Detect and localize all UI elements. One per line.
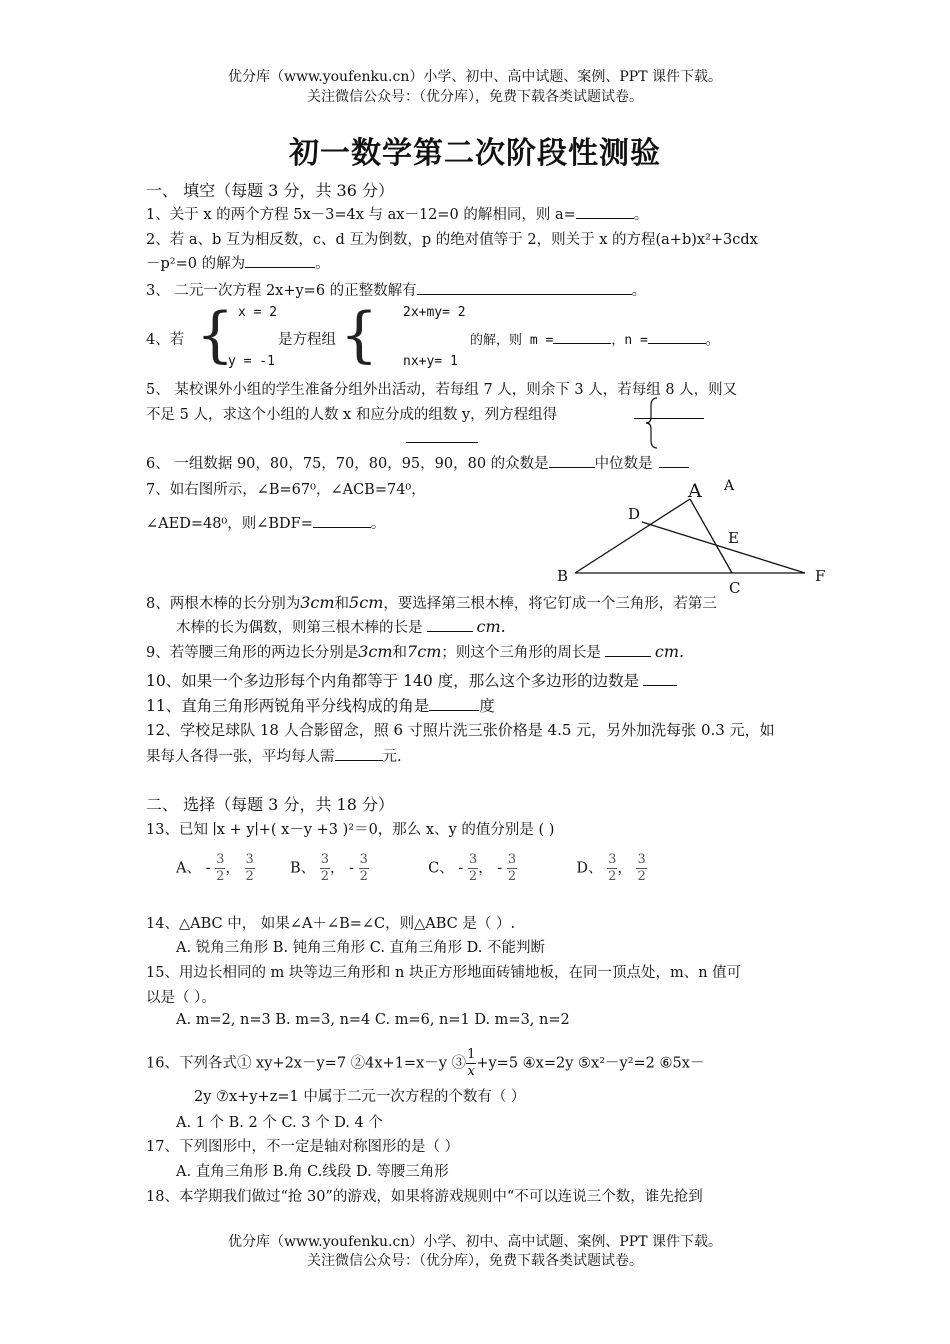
- fraction: $\frac{3}{2}$: [359, 852, 368, 884]
- comma: ，: [330, 860, 345, 877]
- q6-mid: 中位数是: [594, 456, 653, 472]
- question-10: [146, 669, 677, 691]
- answer-blank: [406, 442, 478, 443]
- answer-blank: [576, 204, 634, 219]
- answer-blank: [659, 453, 689, 468]
- q16-text-2: +y=5 ④x=2y ⑤x²－y²=2 ⑥5x－: [476, 1055, 705, 1072]
- option-b-label: B、: [290, 860, 316, 877]
- label-d: D: [628, 505, 641, 523]
- question-6: [146, 452, 689, 473]
- q10-text: 10、如果一个多边形每个内角都等于 140 度，那么这个多边形的边数是: [146, 672, 640, 690]
- footer-line-2: 关注微信公众号：（优分库），免费下载各类试题试卷。: [307, 1253, 643, 1269]
- q4-end: 。: [705, 333, 719, 348]
- system-brace-icon: [645, 396, 661, 450]
- option-c-label: C、: [428, 860, 454, 877]
- question-5-line-1: 5、 某校课外小组的学生准备分组外出活动，若每组 7 人，则余下 3 人，若每组 8 人，则又: [146, 382, 738, 398]
- q4-mid: 是方程组: [278, 332, 336, 348]
- answer-blank: [553, 329, 611, 344]
- label-a-small: A: [724, 478, 735, 494]
- q12-text: 果每人各得一张，平均每人需: [146, 749, 335, 765]
- q8-unit: cm.: [476, 617, 506, 636]
- q1-text: 1、关于 x 的两个方程 5x－3=4x 与 ax－12=0 的解相同，则 a=: [146, 207, 576, 223]
- question-15-options: A. m=2, n=3 B. m=3, n=4 C. m=6, n=1 D. m=3, n=2: [176, 1012, 570, 1028]
- q4-tail-text: 的解，则 m =: [470, 333, 554, 348]
- q9-and: 和: [392, 645, 408, 661]
- question-15-line-1: 15、用边长相同的 m 块等边三角形和 n 块正方形地面砖铺地板，在同一顶点处，m、n 值可: [146, 965, 742, 981]
- answer-blank: [427, 617, 473, 632]
- page-title: 初一数学第二次阶段性测验: [289, 136, 661, 171]
- q2-text: －p²=0 的解为: [146, 256, 246, 272]
- q7-text: ∠AED=48⁰，则∠BDF=: [146, 516, 313, 532]
- q9-3cm: 3cm: [358, 642, 393, 661]
- question-5-line-2: 不足 5 人，求这个小组的人数 x 和应分成的组数 y，列方程组得: [146, 407, 558, 423]
- minus-sign: -: [458, 860, 464, 877]
- label-c: C: [729, 579, 741, 597]
- minus-sign: -: [497, 860, 503, 877]
- label-a: A: [688, 480, 702, 502]
- fraction: $\frac{3}{2}$: [608, 852, 617, 884]
- label-b: B: [557, 567, 569, 585]
- answer-blank: [549, 453, 595, 468]
- left-brace: {: [196, 300, 235, 370]
- question-12-line-2: [146, 745, 402, 766]
- q8-and: 和: [334, 596, 350, 612]
- fraction: $\frac{3}{2}$: [637, 852, 646, 884]
- question-16-options: A. 1 个 B. 2 个 C. 3 个 D. 4 个: [176, 1115, 383, 1131]
- q12-end: 元.: [382, 749, 402, 765]
- header-line-1: 优分库（www.youfenku.cn）小学、初中、高中试题、案例、PPT 课件下载。: [227, 69, 722, 85]
- label-e: E: [728, 529, 739, 547]
- question-15-line-2: 以是（ ）。: [146, 990, 216, 1006]
- q8-3cm: 3cm: [300, 593, 335, 612]
- label-f: F: [815, 567, 826, 585]
- q1-end: 。: [633, 207, 649, 223]
- question-1: [146, 203, 648, 224]
- question-17-options: A. 直角三角形 B.角 C.线段 D. 等腰三角形: [176, 1164, 449, 1180]
- line-df: [642, 522, 805, 573]
- question-2-line-2: [146, 252, 330, 273]
- question-8-line-2: [176, 616, 506, 637]
- option-d-label: D、: [576, 860, 603, 877]
- fraction: $\frac{1}{x}$: [467, 1047, 476, 1079]
- q7-end: 。: [370, 516, 386, 532]
- fraction: $\frac{3}{2}$: [507, 852, 517, 884]
- q9-text-2: ；则这个三角形的周长是: [441, 645, 601, 661]
- q9-text: 9、若等腰三角形的两边长分别是: [146, 645, 359, 661]
- q4-y-value: y = -1: [228, 354, 275, 369]
- q11-text: 11、直角三角形两锐角平分线构成的角是: [146, 697, 430, 715]
- q4-tail: [470, 329, 719, 348]
- q8-text: 8、两根木棒的长分别为: [146, 596, 301, 612]
- question-16-line-1: [146, 1047, 704, 1080]
- q4-n-text: ，n =: [611, 333, 648, 348]
- question-18: 18、本学期我们做过“抢 30”的游戏，如果将游戏规则中“不可以连说三个数，谁先抢到: [146, 1189, 703, 1205]
- question-2-line-1: 2、若 a、b 互为相反数，c、d 互为倒数，p 的绝对值等于 2，则关于 x 的方程(a+b)x²+3cdx: [146, 232, 758, 248]
- answer-blank: [245, 253, 315, 268]
- question-7-line-1: 7、如右图所示，∠B=67⁰，∠ACB=74⁰，: [146, 482, 426, 498]
- question-3: [146, 279, 646, 300]
- minus-sign: -: [349, 860, 355, 877]
- comma: ，: [617, 860, 632, 877]
- fraction: $\frac{3}{2}$: [216, 852, 225, 884]
- question-16-line-2: 2y ⑦x+y+z=1 中属于二元一次方程的个数有（ ）: [194, 1089, 526, 1105]
- line-ac: [690, 499, 732, 573]
- footer-line-1: 优分库（www.youfenku.cn）小学、初中、高中试题、案例、PPT 课件下载。: [227, 1234, 722, 1250]
- answer-blank: [313, 513, 371, 528]
- left-brace: {: [340, 300, 379, 370]
- answer-blank: [643, 671, 677, 686]
- question-14: 14、△ABC 中， 如果∠A＋∠B=∠C，则△ABC 是（ ）.: [146, 916, 516, 932]
- q4-prefix: 4、若: [146, 332, 185, 348]
- answer-blank: [605, 642, 651, 657]
- q4-x-value: x = 2: [238, 305, 278, 320]
- minus-sign: -: [205, 860, 211, 877]
- question-11: [146, 694, 495, 716]
- header-line-2: 关注微信公众号：（优分库），免费下载各类试题试卷。: [307, 89, 643, 105]
- q8-text-3: 木棒的长为偶数，则第三根木棒的长是: [176, 620, 423, 636]
- answer-blank: [648, 329, 706, 344]
- fraction: $\frac{3}{2}$: [468, 852, 478, 884]
- answer-blank: [417, 280, 632, 295]
- q3-end: 。: [631, 283, 647, 299]
- q9-unit: cm.: [654, 642, 685, 661]
- question-13: 13、已知 ∣x + y∣+( x－y +3 )²＝0，那么 x、y 的值分别是 ( ): [146, 822, 555, 838]
- q13-options: [176, 852, 647, 885]
- question-8-line-1: [146, 592, 717, 613]
- question-7-line-2: [146, 512, 385, 533]
- q9-7cm: 7cm: [407, 642, 442, 661]
- comma: ，: [225, 860, 240, 877]
- question-9: [146, 641, 684, 662]
- section1-heading: 一、 填空（每题 3 分，共 36 分）: [146, 181, 394, 200]
- q11-end: 度: [479, 697, 495, 715]
- q16-text: 16、下列各式① xy+2x－y=7 ②4x+1=x－y ③: [146, 1055, 467, 1072]
- fraction: $\frac{3}{2}$: [320, 852, 330, 884]
- question-17: 17、下列图形中，不一定是轴对称图形的是（ ）: [146, 1139, 460, 1155]
- question-12-line-1: 12、学校足球队 18 人合影留念，照 6 寸照片洗三张价格是 4.5 元，另外加洗每张 0.3 元，如: [146, 721, 775, 739]
- q8-5cm: 5cm: [349, 593, 384, 612]
- answer-blank: [335, 746, 383, 761]
- q3-text: 3、 二元一次方程 2x+y=6 的正整数解有: [146, 283, 417, 299]
- q8-text-2: ，要选择第三根木棒，将它钉成一个三角形，若第三: [383, 596, 717, 612]
- q2-end: 。: [315, 256, 330, 272]
- question-14-options: A. 锐角三角形 B. 钝角三角形 C. 直角三角形 D. 不能判断: [176, 940, 546, 956]
- q6-text: 6、 一组数据 90，80，75，70，80，95，90，80 的众数是: [146, 456, 549, 472]
- q4-eq1: 2x+my= 2: [403, 305, 466, 320]
- answer-blank: [429, 696, 479, 711]
- section2-heading: 二、 选择（每题 3 分，共 18 分）: [146, 795, 394, 814]
- fraction: $\frac{3}{2}$: [245, 852, 254, 884]
- q4-eq2: nx+y= 1: [403, 354, 458, 369]
- comma: ，: [478, 860, 493, 877]
- option-a-label: A、: [176, 860, 201, 877]
